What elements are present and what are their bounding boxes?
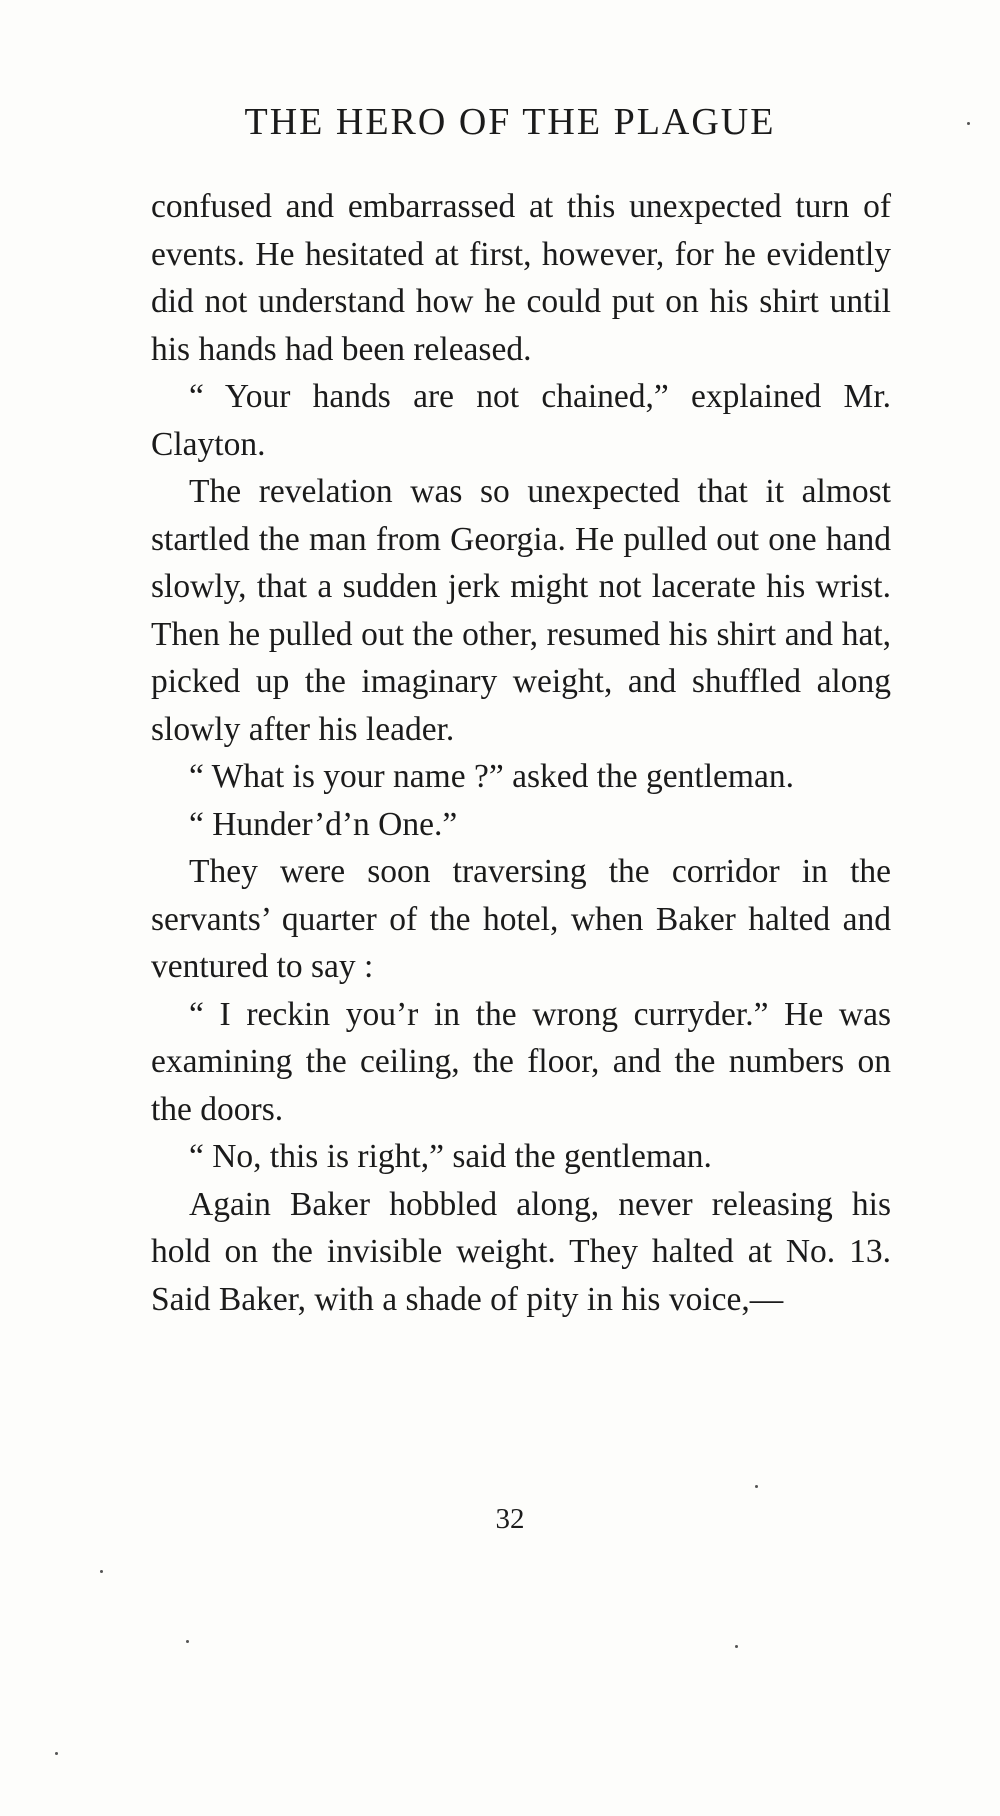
print-speck — [735, 1645, 738, 1648]
paragraph: The revelation was so unexpected that it almost startled the man from Georgia. He pulled out one hand slowly, that a sudden jerk might not lacerate his wrist. Then he pulled out the other, resumed his shirt and hat, picked up the imaginary weight, and shuffled along slowly after his leader. — [151, 473, 891, 748]
paragraph: “ What is your name ?” asked the gentleman. — [189, 758, 794, 795]
paragraph: “ I reckin you’r in the wrong curryder.” He was examining the ceiling, the floor, and the numbers on the doors. — [151, 995, 891, 1128]
paragraph: Again Baker hobbled along, never releasing his hold on the invisible weight. They halted at No. 13. Said Baker, with a shade of pity in his voice,— — [151, 1185, 891, 1318]
page-number: 32 — [495, 1503, 525, 1535]
print-speck — [100, 1570, 103, 1573]
body-text — [151, 183, 891, 1323]
paragraph: “ No, this is right,” said the gentleman. — [189, 1138, 712, 1175]
print-speck — [755, 1485, 758, 1488]
paragraph-continued: confused and embarrassed at this unexpected turn of events. He hesitated at first, however, for he evidently did not understand how he could put on his shirt until his hands had been released. — [151, 188, 891, 368]
print-speck — [186, 1640, 189, 1643]
print-speck — [55, 1752, 58, 1755]
running-header: THE HERO OF THE PLAGUE — [244, 101, 776, 143]
paragraph: “ Hunder’d’n One.” — [189, 805, 458, 843]
paragraph: “ Your hands are not chained,” explained Mr. Clayton. — [151, 378, 891, 463]
print-speck — [967, 122, 970, 125]
paragraph: They were soon traversing the corridor in the servants’ quarter of the hotel, when Baker halted and ventured to say : — [151, 853, 891, 985]
